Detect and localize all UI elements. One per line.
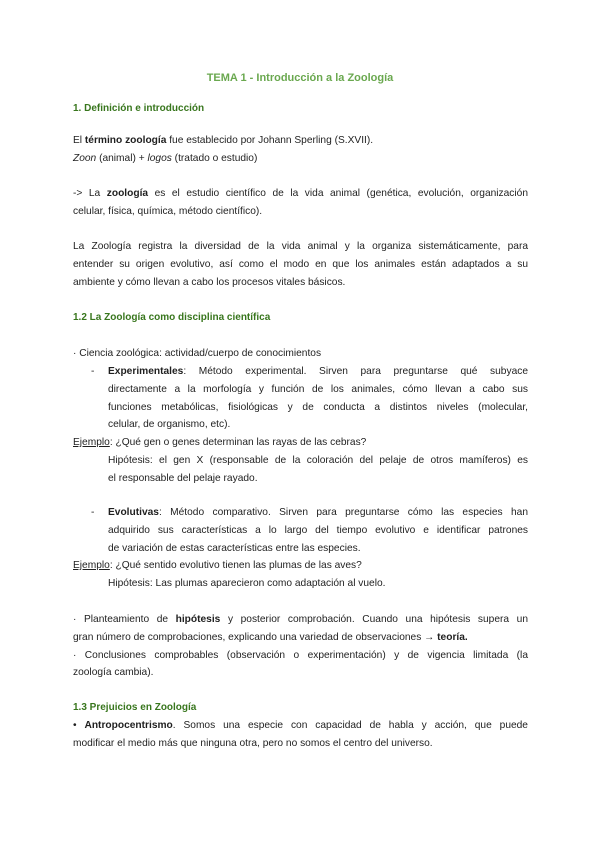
section-heading-definicion: 1. Definición e introducción	[73, 103, 205, 114]
experimentales-line-1: Experimentales: Método experimental. Sirven para preguntarse qué subyace	[108, 366, 528, 377]
ejemplo-2-question: Ejemplo: ¿Qué sentido evolutivo tienen las plumas de las aves?	[73, 560, 362, 571]
paragraph-ciencia-intro: · Ciencia zoológica: actividad/cuerpo de conocimientos	[73, 348, 322, 359]
experimentales-line-3: funciones metabólicas, fisiológicas y de conducta a distintos niveles (molecular,	[108, 402, 528, 413]
paragraph-definicion-line-2: celular, física, química, método científico).	[73, 206, 263, 217]
paragraph-diversidad-line-2: entender su origen evolutivo, así como el modo en que los animales están adaptados a su	[73, 259, 528, 270]
paragraph-diversidad-line-3: ambiente y cómo llevan a cabo los procesos vitales básicos.	[73, 277, 346, 288]
section-heading-prejuicios: 1.3 Prejuicios en Zoología	[73, 702, 197, 713]
paragraph-diversidad-line-1: La Zoología registra la diversidad de la vida animal y la organiza sistemáticamente, para	[73, 241, 528, 252]
ejemplo-1-hipotesis-line-1: Hipótesis: el gen X (responsable de la coloración del pelaje de otros mamíferos) es	[108, 455, 528, 466]
ejemplo-1-question: Ejemplo: ¿Qué gen o genes determinan las rayas de las cebras?	[73, 437, 367, 448]
ejemplo-2-hipotesis: Hipótesis: Las plumas aparecieron como adaptación al vuelo.	[108, 578, 386, 589]
list-dash-evolutivas: -	[91, 507, 95, 518]
planteamiento-line-2: gran número de comprobaciones, explicando una variedad de observaciones → teoría.	[73, 632, 468, 643]
paragraph-definicion-line-1: -> La zoología es el estudio científico de la vida animal (genética, evolución, organización	[73, 188, 529, 199]
planteamiento-line-1: · Planteamiento de hipótesis y posterior comprobación. Cuando una hipótesis supera un	[73, 614, 528, 625]
conclusiones-line-1: · Conclusiones comprobables (observación o experimentación) y de vigencia limitada (la	[73, 650, 528, 661]
antropocentrismo-line-1: • Antropocentrismo. Somos una especie con capacidad de habla y acción, que puede	[73, 720, 528, 731]
list-dash-experimentales: -	[91, 366, 95, 377]
paragraph-etimologia: Zoon (animal) + logos (tratado o estudio)	[73, 153, 258, 164]
antropocentrismo-line-2: modificar el medio más que ninguna otra, pero no somos el centro del universo.	[73, 738, 433, 749]
conclusiones-line-2: zoología cambia).	[73, 667, 154, 678]
experimentales-line-4: celular, de organismo, etc).	[108, 419, 231, 430]
section-heading-disciplina: 1.2 La Zoología como disciplina científica	[73, 312, 271, 323]
evolutivas-line-3: de variación de estas características entre las especies.	[108, 543, 361, 554]
document-title: TEMA 1 - Introducción a la Zoología	[206, 72, 394, 84]
paragraph-termino: El término zoología fue establecido por Johann Sperling (S.XVII).	[73, 135, 374, 146]
evolutivas-line-1: Evolutivas: Método comparativo. Sirven para preguntarse cómo las especies han	[108, 507, 528, 518]
ejemplo-1-hipotesis-line-2: el responsable del pelaje rayado.	[108, 473, 258, 484]
experimentales-line-2: directamente a la morfología y función de los animales, cómo llevan a cabo sus	[108, 384, 528, 395]
evolutivas-line-2: adquirido sus características a lo largo del tiempo evolutivo e identificar patrones	[108, 525, 528, 536]
